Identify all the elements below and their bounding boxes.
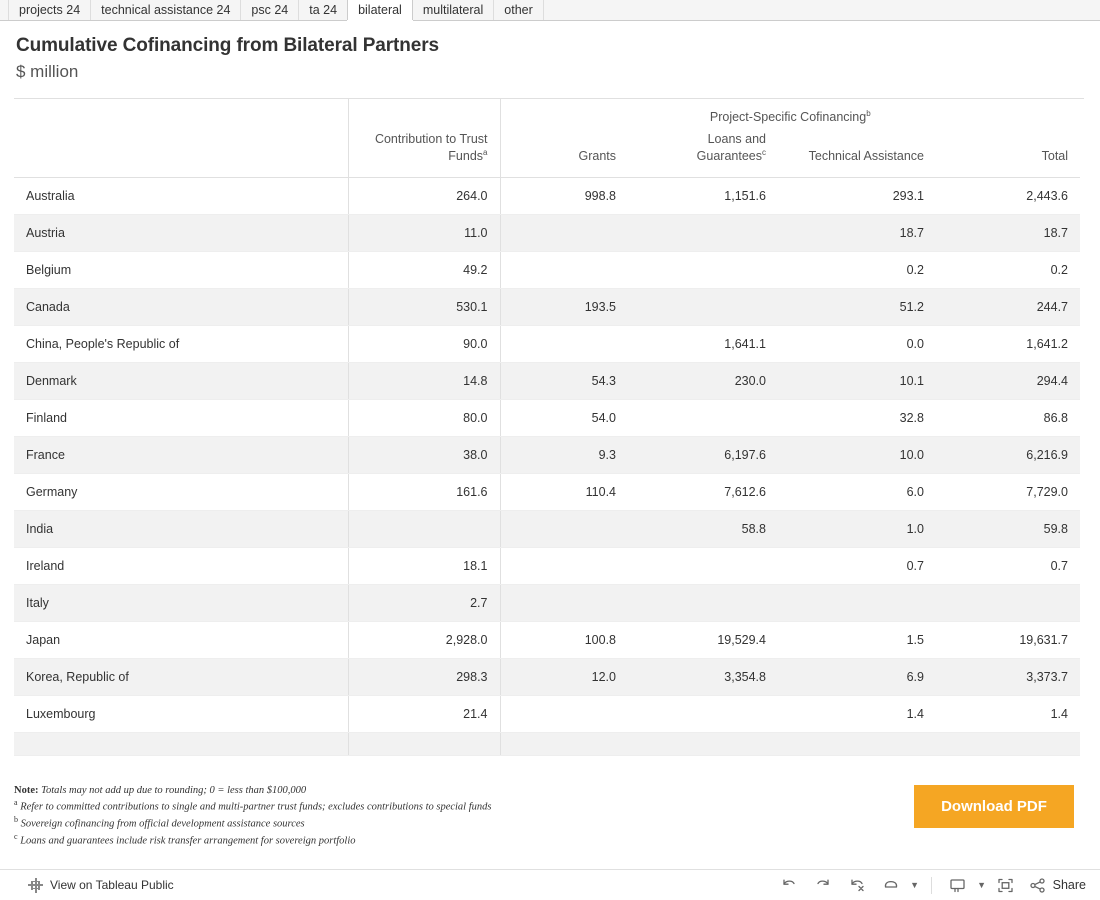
- col-header-partner: [14, 130, 348, 177]
- cell-partner: Japan: [14, 621, 348, 658]
- fullscreen-icon[interactable]: [989, 870, 1023, 900]
- cell-technical-assistance: 1.0: [778, 510, 936, 547]
- cell-grants: 193.5: [500, 288, 628, 325]
- custom-view-dropdown-caret-icon[interactable]: ▼: [977, 880, 987, 890]
- col-header-loans-label: Loans and Guarantees: [696, 132, 766, 163]
- cell-technical-assistance: 0.2: [778, 251, 936, 288]
- cell-total: 294.4: [936, 362, 1080, 399]
- cell-trust-funds: [348, 510, 500, 547]
- cell-partner: Luxembourg: [14, 695, 348, 732]
- cell-technical-assistance: 10.1: [778, 362, 936, 399]
- table-row[interactable]: [14, 288, 1080, 325]
- toolbar-divider: [931, 877, 932, 894]
- cell-grants: [500, 510, 628, 547]
- cell-grants: [500, 732, 628, 755]
- cell-total: 0.2: [936, 251, 1080, 288]
- cell-total: 18.7: [936, 214, 1080, 251]
- group-header-label: Project-Specific Cofinancing: [709, 110, 867, 125]
- footnote-text: Refer to committed contributions to single and multi-partner trust funds; excludes contributions to special funds: [20, 801, 492, 813]
- footnote-marker: c: [14, 831, 18, 841]
- tab-bar: [0, 0, 1100, 21]
- undo-icon[interactable]: [772, 870, 806, 900]
- cell-partner: Australia: [14, 178, 348, 215]
- group-header-sup: b: [866, 109, 871, 118]
- download-pdf-button[interactable]: Download PDF: [914, 785, 1074, 828]
- cell-loans-guarantees: [628, 584, 778, 621]
- cell-trust-funds: [348, 732, 500, 755]
- col-header-loans-sup: c: [762, 147, 766, 157]
- table-row[interactable]: [14, 362, 1080, 399]
- table-row[interactable]: [14, 695, 1080, 732]
- tab-bilateral[interactable]: [347, 0, 413, 20]
- col-header-trust-funds: [348, 130, 500, 177]
- refresh-dropdown-caret-icon[interactable]: ▼: [910, 880, 920, 890]
- table-body-scroll-region[interactable]: [14, 178, 1084, 802]
- cell-grants: 54.0: [500, 399, 628, 436]
- cell-trust-funds: 21.4: [348, 695, 500, 732]
- tab-label: psc 24: [251, 3, 289, 17]
- cell-total: 2,443.6: [936, 178, 1080, 215]
- tab-label: bilateral: [358, 3, 402, 17]
- table-row[interactable]: [14, 658, 1080, 695]
- cell-grants: [500, 325, 628, 362]
- cell-partner: Canada: [14, 288, 348, 325]
- share-button[interactable]: [1023, 877, 1086, 894]
- col-header-total: Total: [936, 130, 1080, 177]
- viz-toolbar: [772, 870, 1086, 900]
- table-group-header-row: [14, 99, 1080, 130]
- cell-loans-guarantees: 19,529.4: [628, 621, 778, 658]
- cell-total: 3,373.7: [936, 658, 1080, 695]
- cell-partner: [14, 732, 348, 755]
- tab-label: multilateral: [422, 3, 484, 17]
- group-header-blank-1: [14, 99, 348, 130]
- group-header-blank-2: [348, 99, 500, 130]
- table-row[interactable]: [14, 251, 1080, 288]
- cell-trust-funds: 80.0: [348, 399, 500, 436]
- cell-loans-guarantees: [628, 251, 778, 288]
- footnote-marker: b: [14, 814, 18, 824]
- cell-partner: Italy: [14, 584, 348, 621]
- cell-grants: [500, 214, 628, 251]
- cofinancing-table-body: [14, 178, 1080, 756]
- cell-technical-assistance: 0.0: [778, 325, 936, 362]
- cell-technical-assistance: [778, 584, 936, 621]
- footnote-lead: Note:: [14, 785, 39, 796]
- cell-total: 244.7: [936, 288, 1080, 325]
- cell-trust-funds: 49.2: [348, 251, 500, 288]
- cell-partner: China, People's Republic of: [14, 325, 348, 362]
- col-header-technical-assistance: Technical Assistance: [778, 130, 936, 177]
- cell-partner: Germany: [14, 473, 348, 510]
- viz-status-bar: [0, 869, 1100, 900]
- cell-trust-funds: 298.3: [348, 658, 500, 695]
- title-block: [0, 21, 1100, 82]
- cell-grants: 54.3: [500, 362, 628, 399]
- cell-technical-assistance: 18.7: [778, 214, 936, 251]
- cell-grants: 12.0: [500, 658, 628, 695]
- cell-grants: 110.4: [500, 473, 628, 510]
- cell-loans-guarantees: [628, 732, 778, 755]
- cell-grants: [500, 251, 628, 288]
- custom-view-icon[interactable]: [941, 870, 975, 900]
- tab-label: other: [504, 3, 533, 17]
- table-row[interactable]: [14, 325, 1080, 362]
- cell-loans-guarantees: 58.8: [628, 510, 778, 547]
- cell-trust-funds: 11.0: [348, 214, 500, 251]
- cofinancing-table: [14, 99, 1080, 178]
- cell-loans-guarantees: [628, 547, 778, 584]
- cell-trust-funds: 2.7: [348, 584, 500, 621]
- footnote: [14, 798, 654, 815]
- cell-partner: France: [14, 436, 348, 473]
- cell-loans-guarantees: 7,612.6: [628, 473, 778, 510]
- cell-grants: [500, 584, 628, 621]
- tab-technical-assistance-24[interactable]: [90, 0, 241, 20]
- cell-total: 1.4: [936, 695, 1080, 732]
- table-row[interactable]: [14, 178, 1080, 215]
- table-row[interactable]: [14, 584, 1080, 621]
- cell-trust-funds: 264.0: [348, 178, 500, 215]
- group-header-project-specific: [500, 99, 1080, 130]
- cell-technical-assistance: 1.4: [778, 695, 936, 732]
- tableau-logo-icon: [28, 878, 43, 893]
- col-header-loans-guarantees: [628, 130, 778, 177]
- cell-total: 59.8: [936, 510, 1080, 547]
- cell-grants: 998.8: [500, 178, 628, 215]
- redo-icon[interactable]: [806, 870, 840, 900]
- cell-loans-guarantees: [628, 288, 778, 325]
- share-label: Share: [1052, 878, 1086, 892]
- tab-label: projects 24: [19, 3, 81, 17]
- col-header-trust-funds-sup: a: [483, 147, 488, 157]
- tab-multilateral[interactable]: [412, 0, 494, 20]
- footnote: [14, 832, 654, 849]
- table-row[interactable]: [14, 732, 1080, 755]
- cell-partner: Belgium: [14, 251, 348, 288]
- cell-grants: [500, 695, 628, 732]
- cell-trust-funds: 14.8: [348, 362, 500, 399]
- cell-loans-guarantees: 1,641.1: [628, 325, 778, 362]
- cell-total: 6,216.9: [936, 436, 1080, 473]
- col-header-trust-funds-label: Contribution to Trust Funds: [374, 132, 488, 163]
- cell-trust-funds: 90.0: [348, 325, 500, 362]
- cell-technical-assistance: [778, 732, 936, 755]
- table-header: [14, 99, 1080, 177]
- cell-total: 0.7: [936, 547, 1080, 584]
- cell-loans-guarantees: 1,151.6: [628, 178, 778, 215]
- view-on-tableau-public-link[interactable]: [28, 878, 174, 893]
- cell-total: 1,641.2: [936, 325, 1080, 362]
- cell-partner: Austria: [14, 214, 348, 251]
- table-body: [14, 178, 1080, 756]
- cell-loans-guarantees: 230.0: [628, 362, 778, 399]
- tab-label: ta 24: [309, 3, 338, 17]
- table-row[interactable]: [14, 510, 1080, 547]
- footnotes: [14, 784, 654, 848]
- table-row[interactable]: [14, 473, 1080, 510]
- table-row[interactable]: [14, 214, 1080, 251]
- cell-total: 7,729.0: [936, 473, 1080, 510]
- cell-technical-assistance: 6.9: [778, 658, 936, 695]
- cell-loans-guarantees: [628, 399, 778, 436]
- cell-partner: India: [14, 510, 348, 547]
- cell-technical-assistance: 1.5: [778, 621, 936, 658]
- cell-technical-assistance: 6.0: [778, 473, 936, 510]
- table-row[interactable]: [14, 436, 1080, 473]
- cell-technical-assistance: 293.1: [778, 178, 936, 215]
- footnote-text: Totals may not add up due to rounding; 0 = less than $100,000: [41, 785, 307, 796]
- tab-label: technical assistance 24: [101, 3, 231, 17]
- cell-total: [936, 732, 1080, 755]
- tab-projects-24[interactable]: [8, 0, 91, 20]
- col-header-grants: Grants: [500, 130, 628, 177]
- cell-partner: Korea, Republic of: [14, 658, 348, 695]
- footnote: [14, 784, 654, 798]
- view-on-tableau-public-label: View on Tableau Public: [50, 878, 174, 892]
- cell-total: [936, 584, 1080, 621]
- cell-technical-assistance: 0.7: [778, 547, 936, 584]
- cell-loans-guarantees: 6,197.6: [628, 436, 778, 473]
- footnote-marker: a: [14, 798, 18, 808]
- tab-ta-24[interactable]: [298, 0, 348, 20]
- footnote-text: Loans and guarantees include risk transfer arrangement for sovereign portfolio: [20, 835, 356, 847]
- table-column-header-row: [14, 130, 1080, 177]
- refresh-icon[interactable]: [874, 870, 908, 900]
- cell-loans-guarantees: [628, 214, 778, 251]
- cell-total: 86.8: [936, 399, 1080, 436]
- cell-trust-funds: 18.1: [348, 547, 500, 584]
- cell-grants: 100.8: [500, 621, 628, 658]
- page-subtitle: $ million: [16, 62, 79, 81]
- table-row[interactable]: [14, 621, 1080, 658]
- cell-loans-guarantees: [628, 695, 778, 732]
- tab-psc-24[interactable]: [240, 0, 299, 20]
- cell-total: 19,631.7: [936, 621, 1080, 658]
- footnote-text: Sovereign cofinancing from official development assistance sources: [20, 818, 305, 830]
- cell-trust-funds: 530.1: [348, 288, 500, 325]
- cell-partner: Denmark: [14, 362, 348, 399]
- cell-grants: [500, 547, 628, 584]
- revert-icon[interactable]: [840, 870, 874, 900]
- footnote: [14, 815, 654, 832]
- cell-partner: Ireland: [14, 547, 348, 584]
- table-row[interactable]: [14, 399, 1080, 436]
- cell-loans-guarantees: 3,354.8: [628, 658, 778, 695]
- cell-technical-assistance: 32.8: [778, 399, 936, 436]
- table-row[interactable]: [14, 547, 1080, 584]
- tab-other[interactable]: [493, 0, 544, 20]
- cell-trust-funds: 38.0: [348, 436, 500, 473]
- cell-grants: 9.3: [500, 436, 628, 473]
- cell-trust-funds: 161.6: [348, 473, 500, 510]
- cell-partner: Finland: [14, 399, 348, 436]
- cell-technical-assistance: 51.2: [778, 288, 936, 325]
- cell-trust-funds: 2,928.0: [348, 621, 500, 658]
- cell-technical-assistance: 10.0: [778, 436, 936, 473]
- data-table-wrapper: [14, 98, 1084, 802]
- page-title: Cumulative Cofinancing from Bilateral Partners: [16, 35, 439, 56]
